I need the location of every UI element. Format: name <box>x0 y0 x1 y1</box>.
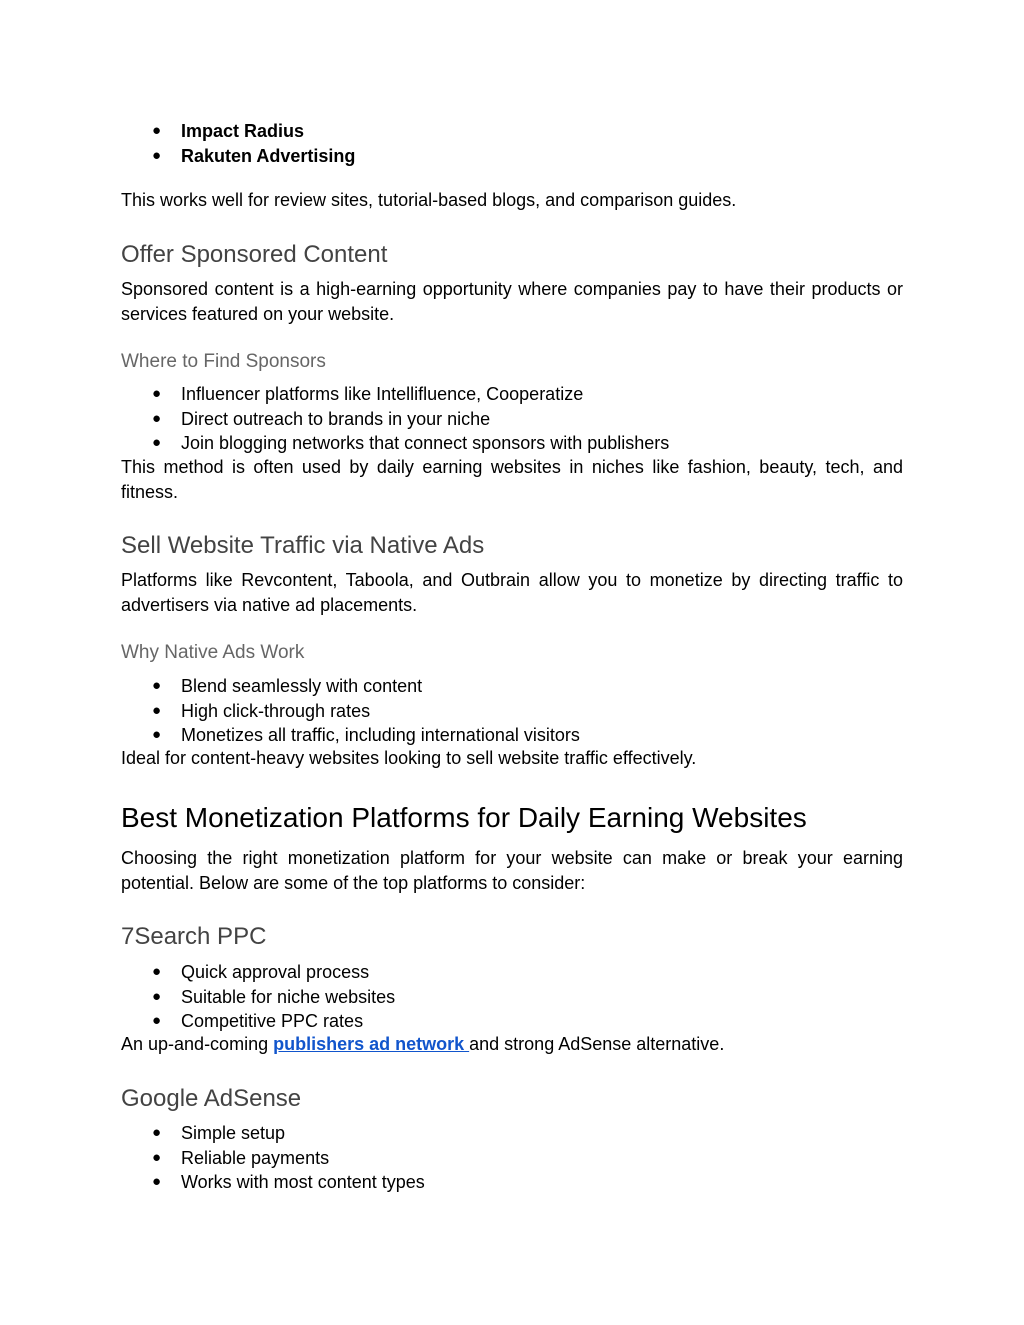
subheading-find-sponsors: Where to Find Sponsors <box>121 351 326 372</box>
bullet-icon: ● <box>152 1012 162 1029</box>
paragraph-native: Platforms like Revcontent, Taboola, and Outbrain allow you to monetize by directing traffic to advertisers via native ad placements. <box>121 570 903 615</box>
list-item: ● Suitable for niche websites <box>121 985 903 1010</box>
list-item: ● Works with most content types <box>121 1170 903 1195</box>
paragraph-sponsored-closing: This method is often used by daily earning websites in niches like fashion, beauty, tech, and fitness. <box>121 457 903 502</box>
list-item: ● Simple setup <box>121 1121 903 1146</box>
publishers-ad-network-link[interactable]: publishers ad network <box>273 1034 470 1054</box>
bullet-icon: ● <box>152 434 162 451</box>
list-item: ● Reliable payments <box>121 1146 903 1171</box>
list-item: ● High click-through rates <box>121 699 903 724</box>
bullet-icon: ● <box>152 409 162 427</box>
heading-native-ads: Sell Website Traffic via Native Ads <box>121 532 485 559</box>
bullet-icon: ● <box>152 677 162 694</box>
list-item: ● Impact Radius <box>121 119 903 144</box>
native-list <box>121 674 903 748</box>
list-item: ● Influencer platforms like Intellifluence, Cooperatize <box>121 382 903 407</box>
bullet-icon: ● <box>152 1173 162 1190</box>
bullet-icon: ● <box>152 146 162 164</box>
bullet-icon: ● <box>152 726 162 743</box>
subheading-why-native: Why Native Ads Work <box>121 642 305 663</box>
bullet-icon: ● <box>152 385 162 402</box>
paragraph-best: Choosing the right monetization platform for your website can make or break your earning potential. Below are some of the top platforms to consider: <box>121 848 903 893</box>
top-list <box>121 119 903 168</box>
sponsors-list <box>121 382 903 456</box>
paragraph-native-closing: Ideal for content-heavy websites looking to sell website traffic effectively. <box>121 748 697 768</box>
bullet-icon: ● <box>152 987 162 1005</box>
bullet-icon: ● <box>152 122 162 139</box>
paragraph-works-well: This works well for review sites, tutorial-based blogs, and comparison guides. <box>121 190 737 210</box>
list-item: ● Competitive PPC rates <box>121 1009 903 1034</box>
adsense-list <box>121 1121 903 1195</box>
heading-sponsored-content: Offer Sponsored Content <box>121 241 388 268</box>
list-item: ● Quick approval process <box>121 960 903 985</box>
paragraph-sponsored: Sponsored content is a high-earning opportunity where companies pay to have their products or services featured on your website. <box>121 279 903 324</box>
bullet-icon: ● <box>152 1148 162 1166</box>
bullet-icon: ● <box>152 1124 162 1141</box>
heading-adsense: Google AdSense <box>121 1085 302 1112</box>
bullet-icon: ● <box>152 701 162 719</box>
list-item: ● Rakuten Advertising <box>121 144 903 169</box>
list-item: ● Monetizes all traffic, including international visitors <box>121 723 903 748</box>
paragraph-7search-closing: An up-and-coming publishers ad network and strong AdSense alternative. <box>121 1034 725 1054</box>
list-item: ● Blend seamlessly with content <box>121 674 903 699</box>
bullet-icon: ● <box>152 963 162 980</box>
list-item: ● Direct outreach to brands in your niche <box>121 407 903 432</box>
heading-7search: 7Search PPC <box>121 923 267 950</box>
7search-list <box>121 960 903 1034</box>
heading-best-platforms: Best Monetization Platforms for Daily Earning Websites <box>121 802 807 833</box>
list-item: ● Join blogging networks that connect sponsors with publishers <box>121 431 903 456</box>
